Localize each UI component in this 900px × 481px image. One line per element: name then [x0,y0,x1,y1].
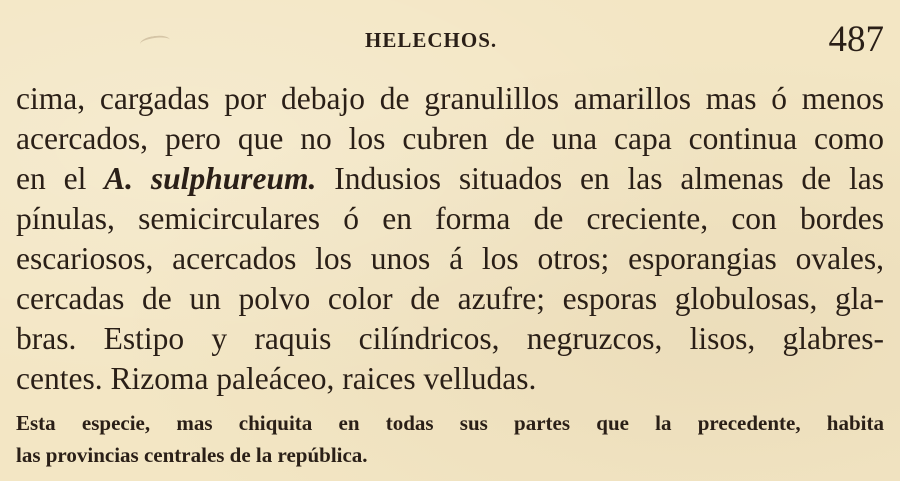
body-line-5: escariosos, acercados los unos á los otros; esporangias ovales, [16,241,884,276]
body-line-8: centes. Rizoma paleáceo, raices velludas. [16,361,537,396]
body-line-4: pínulas, semicirculares ó en forma de creciente, con bordes [16,201,884,236]
habitat-note [16,407,884,471]
body-line-6: cercadas de un polvo color de azufre; esporas globulosas, gla- [16,281,884,316]
section-title: HELECHOS. [365,28,498,52]
species-name: A. sulphureum. [104,161,317,196]
body-line-3-before: en el [16,161,105,196]
body-line-1: cima, cargadas por debajo de granulillos amarillos mas ó menos [16,81,884,116]
body-line-3 [16,159,884,199]
note-line-2: las provincias centrales de la república. [16,443,368,467]
body-line-7: bras. Estipo y raquis cilíndricos, negruzcos, lisos, glabres- [16,321,884,356]
note-line-1: Esta especie, mas chiquita en todas sus partes que la precedente, habita [16,411,884,435]
species-description [16,79,884,399]
running-head [0,18,900,58]
page-number: 487 [828,19,884,60]
body-line-2: acercados, pero que no los cubren de una capa continua como [16,121,884,156]
body-line-3-after: Indusios situados en las almenas de las [316,161,884,196]
